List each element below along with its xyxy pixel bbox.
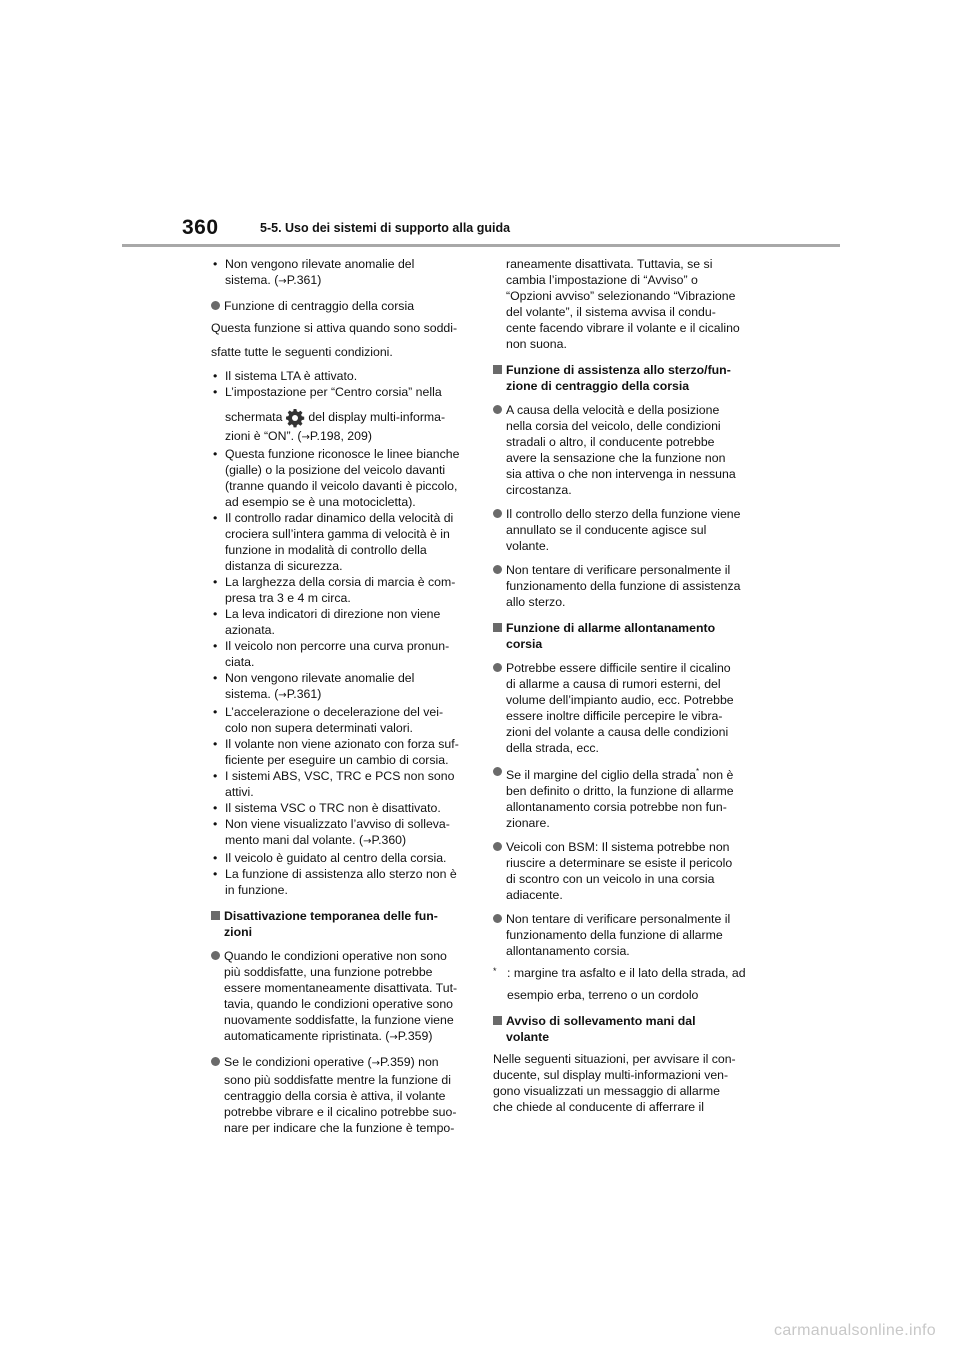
bullet-square-icon: [493, 623, 502, 632]
bullet-item: • Il sistema VSC o TRC non è disattivato.: [211, 800, 469, 816]
bullet-circle-icon: [211, 951, 220, 960]
square-heading: Avviso di sollevamento mani dal volante: [493, 1013, 751, 1045]
bullet-item: • Il sistema LTA è attivato.: [211, 368, 469, 384]
right-column: [493, 256, 751, 1115]
watermark[interactable]: carmanualsonline.info: [774, 1322, 936, 1339]
gear-icon: [285, 408, 305, 428]
bullet-circle-icon: [493, 509, 502, 518]
bullet-circle-icon: [211, 1057, 220, 1066]
paragraph: Nelle seguenti situazioni, per avvisare il con- ducente, sul display multi-informazioni ven- gono visualizzati un messaggio di allarme che chiede al conducente di afferrare il: [493, 1052, 736, 1115]
bullet-circle-icon: [493, 565, 502, 574]
bullet-circle-icon: [493, 914, 502, 923]
page-number: 360: [182, 216, 219, 239]
paragraph: Questa funzione si attiva quando sono soddi-: [211, 321, 458, 335]
bullet-circle-icon: [493, 405, 502, 414]
circle-item: Non tentare di verificare personalmente il funzionamento della funzione di assistenza allo sterzo.: [493, 562, 751, 610]
bullet-text: • Non vengono rilevate anomalie del: [225, 257, 415, 271]
bullet-item: • L’impostazione per “Centro corsia” nella schermata del display multi-informa- zioni è “ON”. (→P.198, 209): [211, 384, 469, 446]
bullet-item: • Il veicolo è guidato al centro della corsia.: [211, 850, 469, 866]
bullet-circle-icon: [493, 842, 502, 851]
bullet-item: • La funzione di assistenza allo sterzo non è in funzione.: [211, 866, 469, 898]
header-rule: [122, 244, 840, 247]
bullet-item: • Il volante non viene azionato con forza suf- ficiente per eseguire un cambio di corsia.: [211, 736, 469, 768]
circle-heading: Funzione di centraggio della corsia: [211, 298, 469, 314]
bullet-text: sistema. (→P.361): [225, 273, 322, 287]
paragraph: sfatte tutte le seguenti condizioni.: [211, 345, 393, 359]
bullet-square-icon: [493, 365, 502, 374]
square-heading: Funzione di allarme allontanamento corsia: [493, 620, 751, 652]
circle-item: A causa della velocità e della posizione nella corsia del veicolo, delle condizioni stradali o altro, il conducente potrebbe avere la sensazione che la funzione non sia attiva o che non intervenga in nessuna circostanza.: [493, 402, 751, 498]
circle-item: Non tentare di verificare personalmente il funzionamento della funzione di allarme allontanamento corsia.: [493, 911, 751, 959]
bullet-item: • L’accelerazione o decelerazione del vei- colo non supera determinati valori.: [211, 704, 469, 736]
circle-item: Se il margine del ciglio della strada* non è ben definito o dritto, la funzione di allarme allontanamento corsia potrebbe non fun- zionare.: [493, 764, 751, 831]
bullet-item: • I sistemi ABS, VSC, TRC e PCS non sono attivi.: [211, 768, 469, 800]
circle-item: Veicoli con BSM: Il sistema potrebbe non riuscire a determinare se esiste il pericolo di scontro con un veicolo in una corsia adiacente.: [493, 839, 751, 903]
section-title: 5-5. Uso dei sistemi di supporto alla guida: [260, 221, 511, 235]
circle-item: Quando le condizioni operative non sono più soddisfatte, una funzione potrebbe essere momentaneamente disattivata. Tut- tavia, quando le condizioni operative sono nuovamente soddisfatte, la funzione viene automaticamente ripristinata. (→P.359): [211, 948, 469, 1046]
bullet-item: • Non viene visualizzato l’avviso di solleva- mento mani dal volante. (→P.360): [211, 816, 469, 850]
continued-text: raneamente disattivata. Tuttavia, se si cambia l’impostazione di “Avviso” o “Opzioni avviso” selezionando “Vibrazione del volante”, il sistema avvisa il condu- cente facendo vibrare il volante e il cicalino non suona.: [506, 257, 740, 351]
bullet-item: • Il controllo radar dinamico della velocità di crociera sull’intera gamma di velocità è in funzione in modalità di controllo della distanza di sicurezza.: [211, 510, 469, 574]
bullet-circle-icon: [493, 663, 502, 672]
bullet-square-icon: [211, 911, 220, 920]
square-heading: Disattivazione temporanea delle fun- zioni: [211, 908, 469, 940]
circle-item: Se le condizioni operative (→P.359) non sono più soddisfatte mentre la funzione di centraggio della corsia è attiva, il volante potrebbe vibrare e il cicalino potrebbe suo- nare per indicare che la funzione è tempo-: [211, 1054, 469, 1136]
bullet-circle-icon: [493, 767, 502, 776]
circle-item: Potrebbe essere difficile sentire il cicalino di allarme a causa di rumori esterni, del volume dell’impianto audio, ecc. Potrebbe essere inoltre difficile percepire le vibra- zioni del volante a causa delle condizioni della strada, ecc.: [493, 660, 751, 756]
footnote: * : margine tra asfalto e il lato della strada, ad esempio erba, terreno o un cordolo: [493, 966, 746, 1003]
bullet-item: • La larghezza della corsia di marcia è com- presa tra 3 e 4 m circa.: [211, 574, 469, 606]
circle-item: Il controllo dello sterzo della funzione viene annullato se il conducente agisce sul volante.: [493, 506, 751, 554]
bullet-square-icon: [493, 1016, 502, 1025]
left-column: [211, 256, 469, 1136]
bullet-item: • Non vengono rilevate anomalie del sistema. (→P.361): [211, 670, 469, 704]
square-heading: Funzione di assistenza allo sterzo/fun- zione di centraggio della corsia: [493, 362, 751, 394]
bullet-item: • La leva indicatori di direzione non viene azionata.: [211, 606, 469, 638]
bullet-item: • Il veicolo non percorre una curva pronun- ciata.: [211, 638, 469, 670]
bullet-circle-icon: [211, 301, 220, 310]
bullet-item: • Questa funzione riconosce le linee bianche (gialle) o la posizione del veicolo davanti (tranne quando il veicolo davanti è piccolo, ad esempio se è una motocicletta).: [211, 446, 469, 510]
bullet-item: [211, 256, 469, 290]
